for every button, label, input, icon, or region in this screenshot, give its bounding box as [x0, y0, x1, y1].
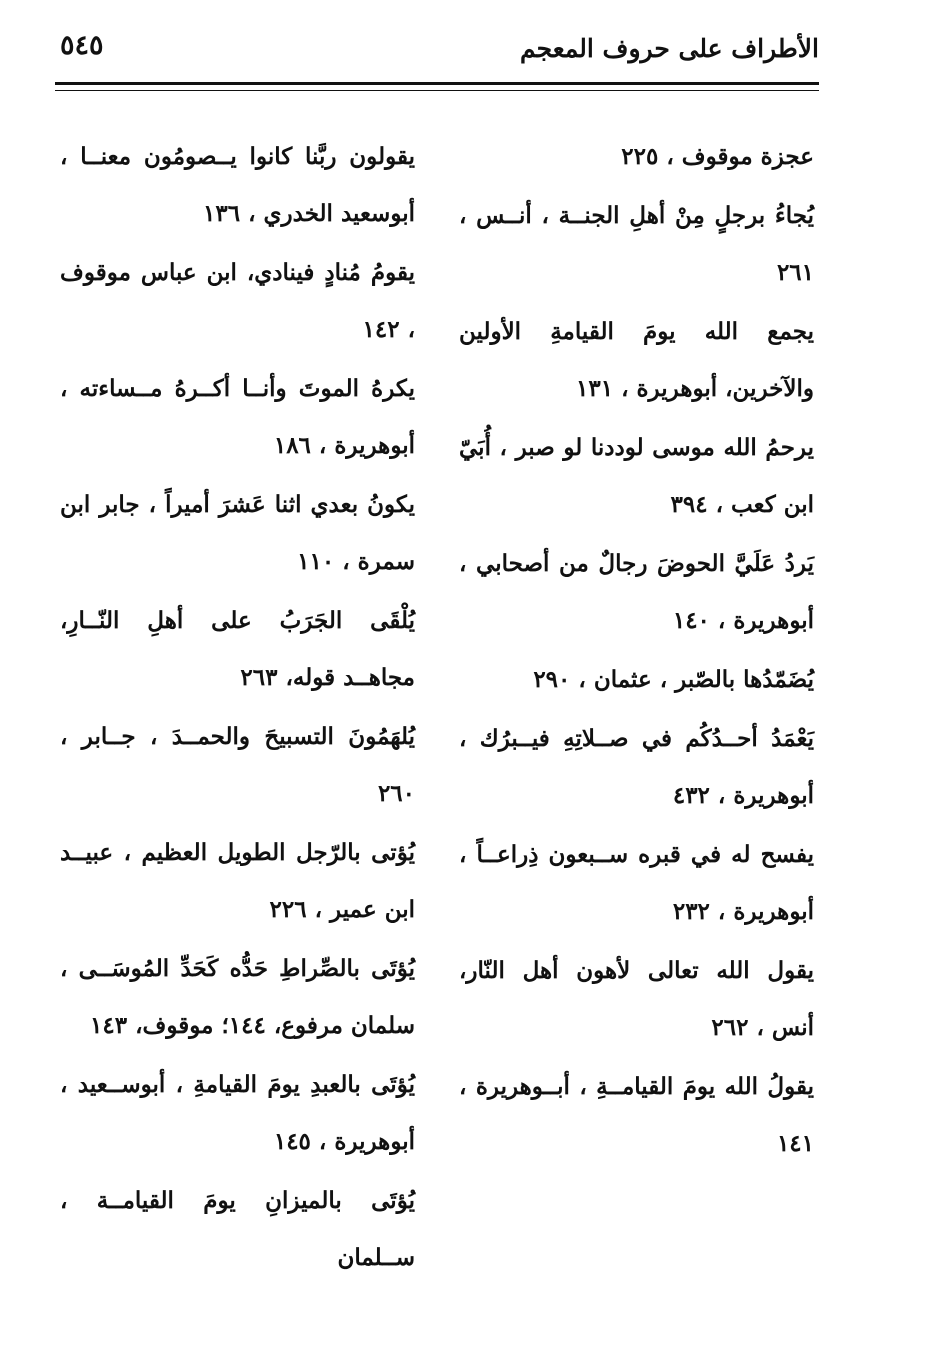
index-entry: يكونُ بعدي اثنا عَشرَ أميراً ، جابر ابن سمرة ، ١١٠	[60, 491, 415, 575]
index-entry: يُضَمّدُها بالصّبر ، عثمان ، ٢٩٠	[533, 666, 814, 693]
page-reference: ٢٩٠	[533, 666, 571, 693]
page-reference: ١٤١	[776, 1130, 814, 1157]
index-column-left	[60, 128, 415, 1288]
index-column-right	[459, 128, 814, 1174]
index-entry: يَعْمَدُ أحــدُكُم في صــلاتِهِ فيــبرُك ، أبوهريرة ، ٤٣٢	[459, 725, 814, 809]
page-reference: ١٣٦	[203, 200, 241, 227]
running-title: الأطراف على حروف المعجم	[520, 34, 819, 63]
page-reference: ١٣١	[575, 375, 614, 402]
page-reference: ١٨٦	[273, 432, 311, 459]
page-reference: ٤٣٢	[672, 782, 710, 809]
page-reference: ١٤٥	[273, 1128, 311, 1155]
index-entry: يُؤتَى بالميزانِ يومَ القيامــة ، ســلمان	[60, 1187, 415, 1271]
page-reference: ٢٦٢	[711, 1014, 749, 1041]
index-entry: يكرهُ الموتَ وأنــا أكــرهُ مــساءته ، أبوهريرة ، ١٨٦	[60, 375, 415, 459]
index-entry: يقولون ربَّنا كانوا يــصومُون معنــا ، أبوسعيد الخدري ، ١٣٦	[60, 143, 415, 227]
page-reference: ٢٢٦	[269, 896, 307, 923]
page-reference: ١٤٢	[362, 316, 400, 343]
index-entry: يُلهَمُونَ التسبيحَ والحمــدَ ، جــابر ، ٢٦٠	[60, 723, 415, 807]
page-header	[60, 28, 819, 68]
index-entry: يرحمُ الله موسى لوددنا لو صبر ، أُبَيّ ابن كعب ، ٣٩٤	[459, 434, 814, 518]
page-reference: ١٤٠	[672, 607, 710, 634]
index-entry: يُلْقَى الجَرَبُ على أهلِ النّــارِ، مجاهــد قوله، ٢٦٣	[60, 607, 415, 691]
page-reference: ٢٦٠	[377, 780, 415, 807]
page-number: ٥٤٥	[60, 30, 104, 61]
index-entry: عجزة موقوف ، ٢٢٥	[621, 143, 814, 170]
page-reference: ٢٢٥	[621, 143, 659, 170]
index-entry: يُؤتى بالرّجل الطويل العظيم ، عبيــد ابن عمير ، ٢٢٦	[60, 839, 415, 923]
page-reference: ٢٦١	[776, 259, 814, 286]
page-reference: ١٤٣	[90, 1012, 128, 1039]
index-entry: يجمع الله يومَ القيامةِ الأولين والآخرين، أبوهريرة ، ١٣١	[459, 318, 814, 402]
page-reference: ١١٠	[297, 548, 335, 575]
page-reference: ٢٦٣	[240, 664, 278, 691]
page-reference: ٣٩٤	[670, 491, 708, 518]
index-entry: يفسح له في قبره ســبعون ذِراعــاً ، أبوهريرة ، ٢٣٢	[459, 841, 814, 925]
index-entry: يَردُ عَلَيَّ الحوضَ رجالٌ من أصحابي ، أبوهريرة ، ١٤٠	[459, 550, 814, 634]
index-entry: يُجاءُ برجلٍ مِنْ أهلِ الجنــة ، أنــس ، ٢٦١	[459, 202, 814, 286]
page-reference: ٢٣٢	[672, 898, 710, 925]
index-entry: يقومُ مُنادٍ فينادي، ابن عباس موقوف ، ١٤٢	[60, 259, 415, 343]
index-entry: يُؤتَى بالعبدِ يومَ القيامةِ ، أبوســعيد ، أبوهريرة ، ١٤٥	[60, 1071, 415, 1155]
header-rule-thick	[55, 82, 819, 85]
index-entry: يُؤتَى بالصِّراطِ حَدُّه كَحَدِّ المُوسَــى ، سلمان مرفوع، ١٤٤؛ موقوف، ١٤٣	[60, 955, 415, 1039]
index-entry: يقولُ الله يومَ القيامــةِ ، أبــوهريرة ، ١٤١	[459, 1073, 814, 1157]
index-entry: يقول الله تعالى لأهون أهل النّار، أنس ، ٢٦٢	[459, 957, 814, 1041]
header-rule-thin	[55, 90, 819, 91]
